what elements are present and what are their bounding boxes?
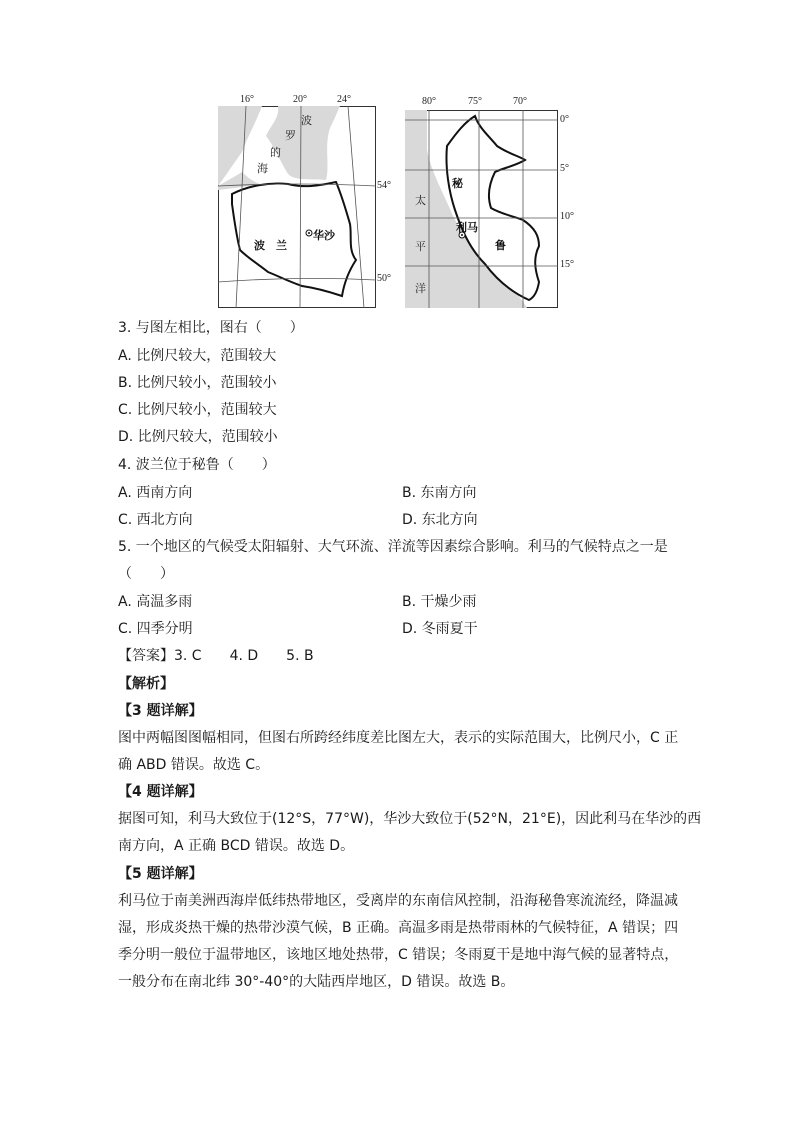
detail-3-line-2: 确 ABD 错误。故选 C。 [118, 757, 270, 773]
ocean-label-char-2: 平 [415, 240, 426, 253]
q4-option-b: B. 东南方向 [402, 485, 477, 501]
lat-tick-10: 10° [560, 211, 574, 222]
sea-label-char-3: 的 [270, 146, 281, 159]
detail-5-line-3: 季分明一般位于温带地区，该地区地处热带，C 错误；冬雨夏干是地中海气候的显著特点， [118, 947, 679, 963]
q5-option-d: D. 冬雨夏干 [402, 621, 478, 637]
lat-tick-15: 15° [560, 259, 574, 270]
q3-option-b: B. 比例尺较小，范围较小 [118, 375, 277, 391]
lat-tick-54: 54° [377, 180, 391, 191]
map-poland [218, 106, 376, 308]
lon-tick-80: 80° [422, 96, 436, 107]
q5-stem-line-1: 5. 一个地区的气候受太阳辐射、大气环流、洋流等因素综合影响。利马的气候特点之一是 [118, 539, 668, 555]
q4-stem: 4. 波兰位于秘鲁（ ） [118, 457, 276, 473]
capital-label-warsaw: 华沙 [313, 229, 335, 242]
country-label-peru-2: 鲁 [495, 239, 506, 252]
capital-label-lima: 利马 [456, 221, 478, 234]
sea-label-char-4: 海 [257, 162, 268, 175]
q3-stem: 3. 与图左相比，图右（ ） [118, 320, 304, 336]
detail-3-line-1: 图中两幅图图幅相同，但图右所跨经纬度差比图左大，表示的实际范围大，比例尺小，C 正 [118, 730, 679, 746]
detail-4-line-2: 南方向，A 正确 BCD 错误。故选 D。 [118, 838, 355, 854]
detail-5-line-2: 湿，形成炎热干燥的热带沙漠气候，B 正确。高温多雨是热带雨林的气候特征，A 错误；四 [118, 920, 679, 936]
sea-label-char-2: 罗 [285, 129, 296, 142]
detail-4-line-1: 据图可知，利马大致位于(12°S，77°W)，华沙大致位于(52°N，21°E)，因此利马在华沙的西 [118, 811, 702, 827]
q5-stem-line-2: （ ） [118, 566, 174, 582]
map-poland-svg [218, 106, 376, 308]
q3-option-a: A. 比例尺较大，范围较大 [118, 348, 277, 364]
map-peru-svg [405, 110, 558, 308]
ocean-label-char-3: 洋 [415, 282, 426, 295]
lat-tick-50: 50° [377, 273, 391, 284]
detail-3-body [118, 725, 688, 779]
q5-option-b: B. 干燥少雨 [402, 594, 477, 610]
analysis-title: 【解析】 [118, 676, 174, 692]
detail-5-title: 【5 题详解】 [118, 866, 203, 882]
lon-tick-24: 24° [337, 94, 351, 105]
lat-tick-5: 5° [560, 163, 569, 174]
detail-3-title: 【3 题详解】 [118, 703, 203, 719]
ocean-label-char-1: 太 [415, 194, 426, 207]
detail-4-body [118, 806, 702, 860]
detail-4-title: 【4 题详解】 [118, 784, 203, 800]
lat-tick-0: 0° [560, 114, 569, 125]
q5-option-a: A. 高温多雨 [118, 594, 193, 610]
sea-label-char-1: 波 [301, 114, 312, 127]
q3-option-c: C. 比例尺较小，范围较大 [118, 402, 277, 418]
lon-tick-70: 70° [513, 96, 527, 107]
detail-5-line-4: 一般分布在南北纬 30°-40°的大陆西岸地区，D 错误。故选 B。 [118, 974, 515, 990]
country-label-poland: 波 兰 [254, 239, 287, 252]
q5-option-c: C. 四季分明 [118, 621, 193, 637]
lon-tick-20: 20° [293, 94, 307, 105]
q4-option-a: A. 西南方向 [118, 485, 193, 501]
answer-line: 【答案】3. C 4. D 5. B [118, 648, 314, 664]
q3-option-d: D. 比例尺较大，范围较小 [118, 429, 278, 445]
detail-5-line-1: 利马位于南美洲西海岸低纬热带地区，受离岸的东南信风控制，沿海秘鲁寒流流经，降温减 [118, 893, 678, 909]
country-label-peru-1: 秘 [452, 177, 463, 190]
q4-option-d: D. 东北方向 [402, 512, 478, 528]
lon-tick-75: 75° [468, 96, 482, 107]
lon-tick-16: 16° [240, 94, 254, 105]
q4-option-c: C. 西北方向 [118, 512, 193, 528]
map-peru [405, 110, 558, 308]
detail-5-body [118, 888, 688, 996]
